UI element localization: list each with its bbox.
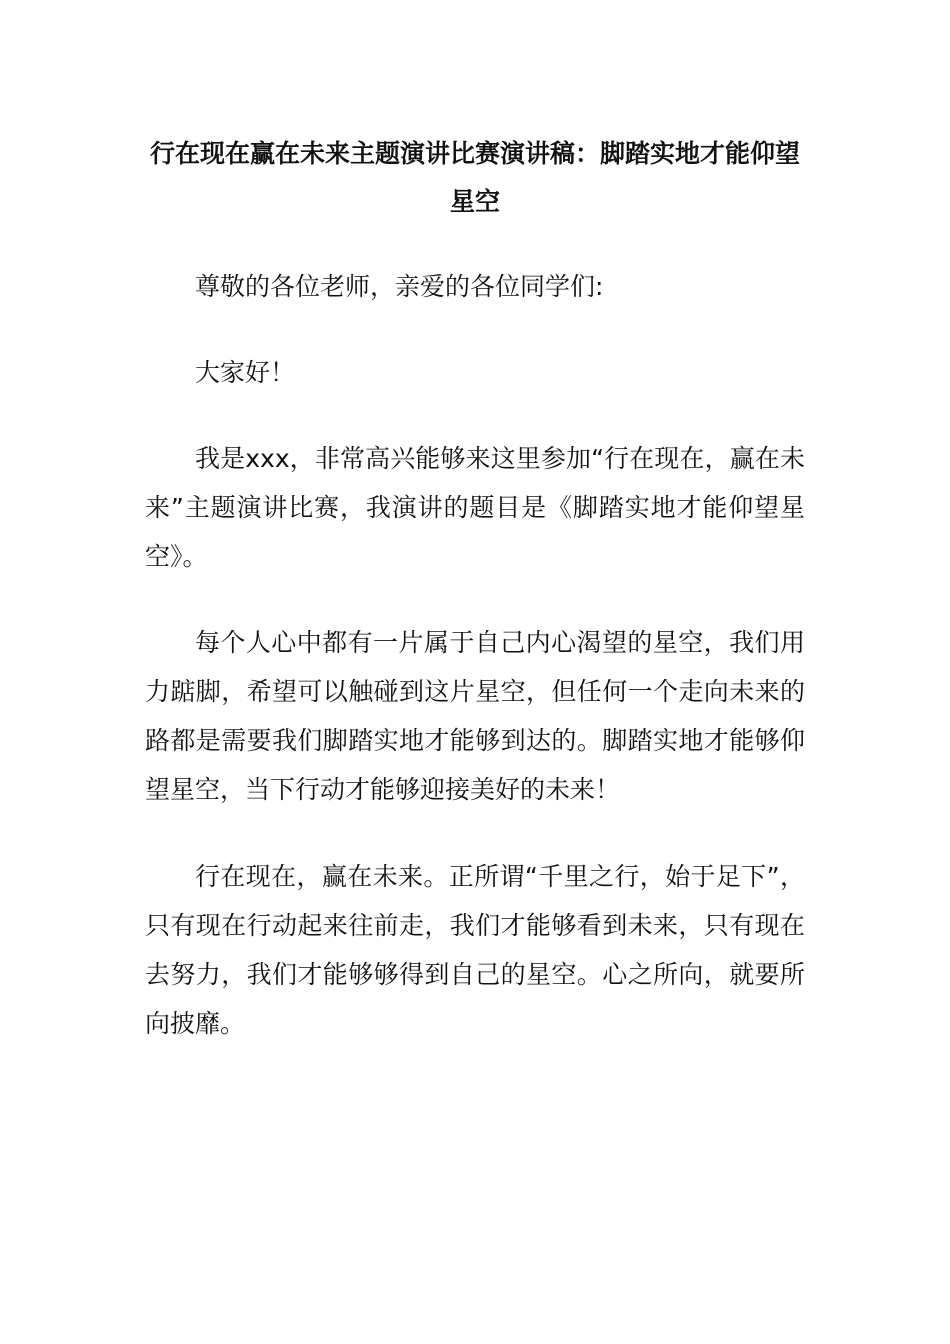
document-title: 行在现在赢在未来主题演讲比赛演讲稿：脚踏实地才能仰望星空 xyxy=(149,139,800,216)
paragraph-greeting: 尊敬的各位老师，亲爱的各位同学们: xyxy=(195,272,604,301)
paragraph-starry-sky: 每个人心中都有一片属于自己内心渴望的星空，我们用力踮脚，希望可以触碰到这片星空，但任何一个走向未来的路都是需要我们脚踏实地才能够到达的。脚踏实地才能够仰望星空，当下行动才能够迎接美好的未来！ xyxy=(145,628,805,804)
paragraph-intro: 我是xxx，非常高兴能够来这里参加“行在现在，赢在未来”主题演讲比赛，我演讲的题目是《脚踏实地才能仰望星空》。 xyxy=(145,444,805,571)
paragraph-act-now: 行在现在，赢在未来。正所谓“千里之行，始于足下”，只有现在行动起来往前走，我们才能够看到未来，只有现在去努力，我们才能够够得到自己的星空。心之所向，就要所向披靡。 xyxy=(145,862,805,1038)
paragraph-hello: 大家好！ xyxy=(195,358,296,387)
